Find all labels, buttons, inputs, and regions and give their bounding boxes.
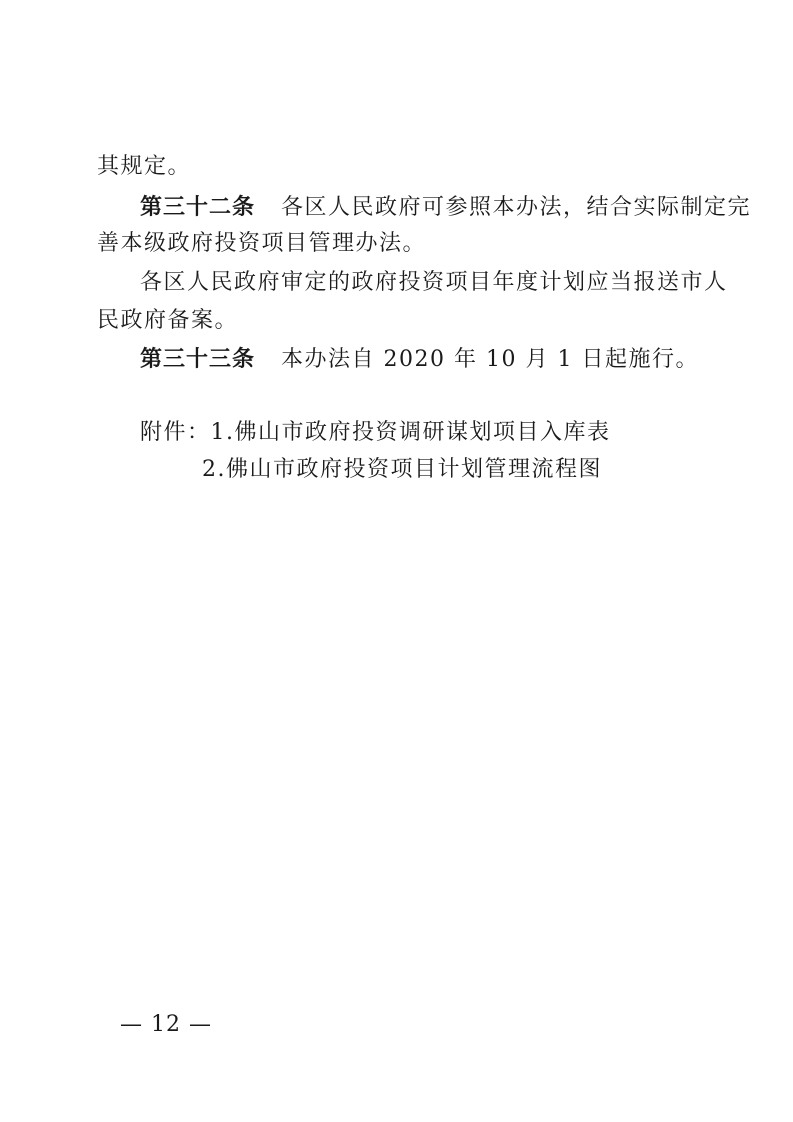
article-33-line: [140, 344, 699, 375]
paragraph-line: 善本级政府投资项目管理办法。: [97, 231, 427, 256]
attachment-line-1: [140, 418, 611, 448]
article-text: 各区人民政府可参照本办法，结合实际制定完: [281, 195, 752, 220]
paragraph-line: 各区人民政府审定的政府投资项目年度计划应当报送市人: [140, 270, 728, 295]
attachment-label: 附件：: [140, 420, 211, 445]
article-text: 本办法自 2020 年 10 月 1 日起施行。: [281, 347, 699, 372]
paragraph-line: 民政府备案。: [97, 308, 239, 333]
attachment-item: 2.佛山市政府投资项目计划管理流程图: [202, 457, 602, 482]
paragraph-line: 其规定。: [97, 154, 192, 179]
article-number: 第三十三条: [140, 346, 256, 372]
page-number: — 12 —: [120, 1012, 212, 1037]
article-32-line: [140, 192, 751, 223]
article-number: 第三十二条: [140, 194, 256, 220]
attachment-item: 1.佛山市政府投资调研谋划项目入库表: [210, 420, 611, 445]
